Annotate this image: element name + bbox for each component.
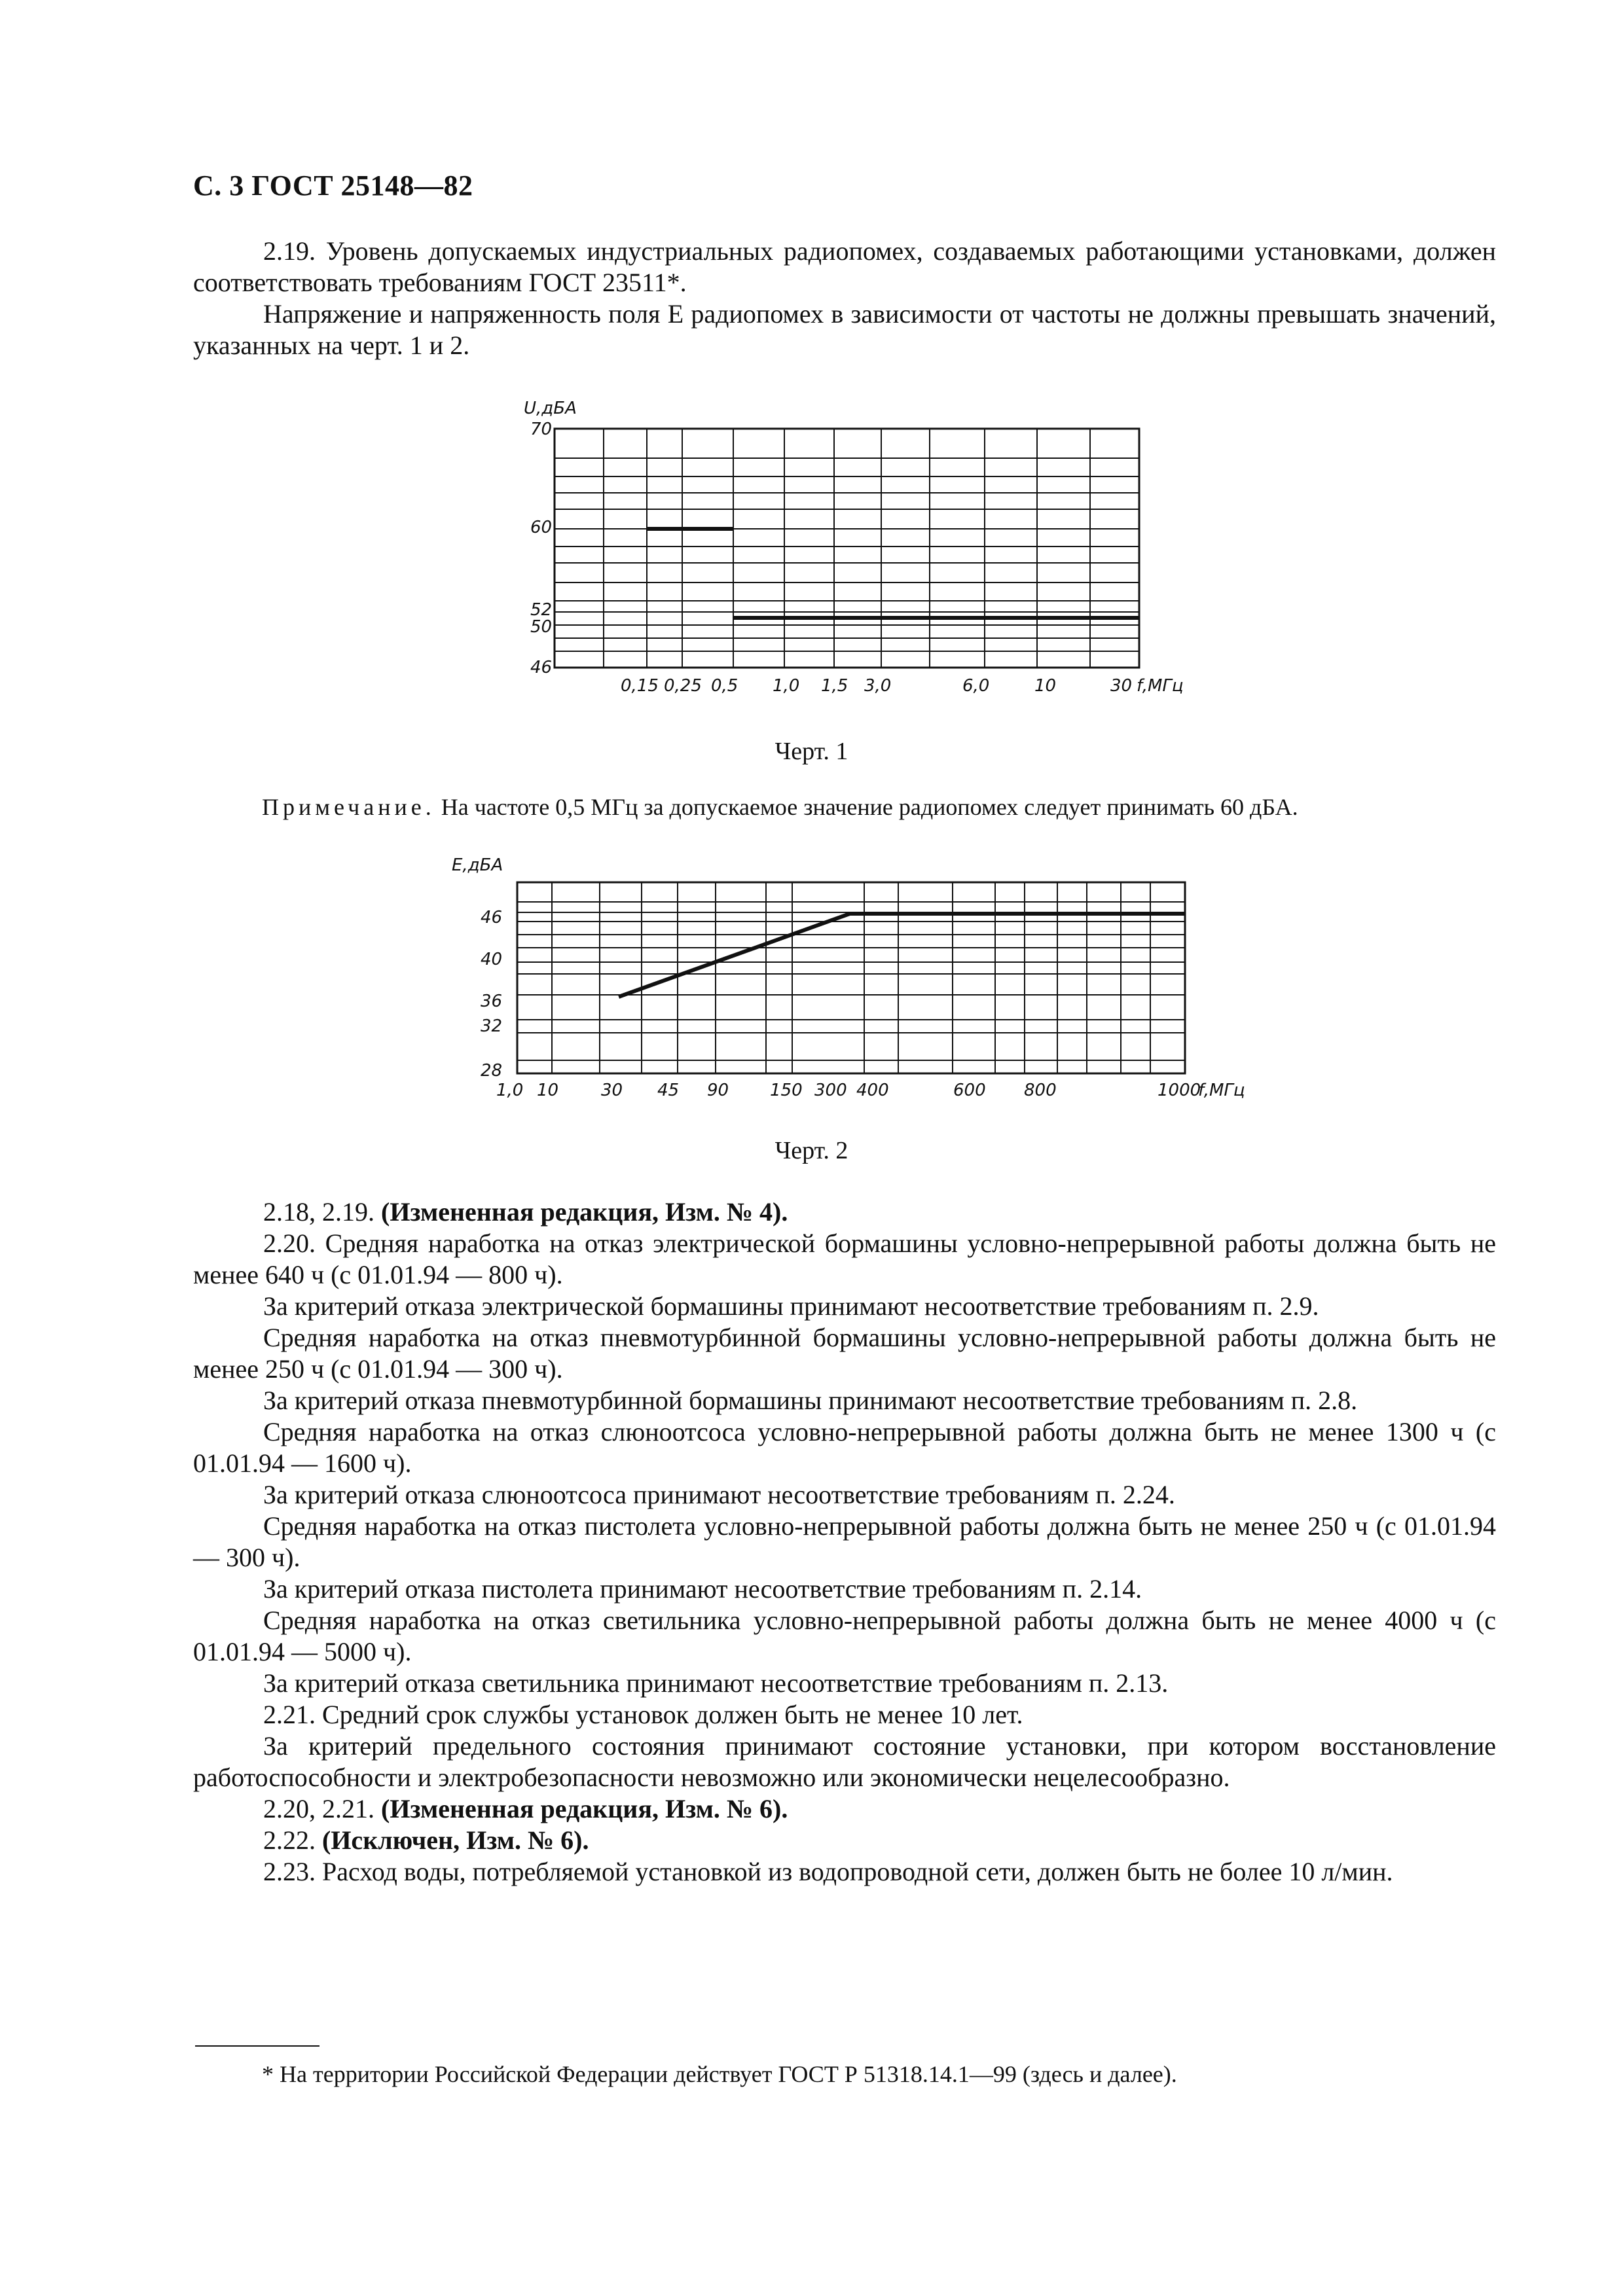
amendment-note: (Измененная редакция, Изм. № 6). [381, 1794, 788, 1823]
chart-2-xtick: 800 [1024, 1081, 1057, 1100]
paragraph: Средняя наработка на отказ пистолета условно-непрерывной работы должна быть не менее 250 ч (с 01.01.94 — 300 ч). [193, 1511, 1496, 1572]
paragraph: За критерий отказа пневмотурбинной бормашины принимают несоответствие требованиям п. 2.8. [263, 1386, 1358, 1415]
page-header: С. 3 ГОСТ 25148—82 [193, 170, 473, 202]
body-text [193, 1196, 1496, 1888]
chart-1-xtick: 0,5 [711, 676, 739, 696]
chart-1-caption: Черт. 1 [775, 738, 848, 765]
chart-2-frame [517, 882, 1185, 1073]
chart-1-xtick: 6,0 [962, 676, 990, 696]
chart-2-ytick-40: 40 [481, 950, 503, 969]
paragraph: За критерий отказа электрической бормашины принимают несоответствие требованиям п. 2.9. [263, 1291, 1319, 1321]
chart-1-note [262, 793, 1298, 821]
amendment-2-20 [193, 1793, 1496, 1825]
chart-2-xtick: 1000 [1158, 1081, 1201, 1100]
chart-1-ytick-50: 50 [530, 617, 553, 637]
chart-2-series-1 [619, 914, 1185, 997]
chart-2-xtick: 150 [770, 1081, 803, 1100]
chart-2-ytick-46: 46 [481, 908, 503, 927]
chart-2-xtick: 90 [707, 1081, 729, 1100]
chart-1-frame [555, 429, 1139, 668]
chart-1-xtick: 10 [1034, 676, 1057, 696]
chart-1-ytick-60: 60 [530, 518, 553, 537]
chart-2-ylabel: E,дБА [452, 855, 503, 875]
chart-2-xtick: 400 [856, 1081, 889, 1100]
chart-1-y-ticks [530, 420, 552, 677]
footnote: * На территории Российской Федерации действует ГОСТ Р 51318.14.1—99 (здесь и далее). [262, 2061, 1177, 2087]
amendment-note: (Измененная редакция, Изм. № 4). [381, 1197, 788, 1227]
amendment-2-22 [193, 1825, 1496, 1856]
chart-1-xtick: 0,25 [664, 676, 702, 696]
chart-2 [452, 851, 1277, 1113]
amendment-2-18 [193, 1196, 1496, 1228]
chart-2-xtick: 1,0 [496, 1081, 524, 1100]
chart-2-grid [517, 882, 1185, 1073]
chart-1-xtick: 1,0 [773, 676, 800, 696]
paragraph: За критерий предельного состояния принимают состояние установки, при котором восстановление работоспособности и электробезопасности невозможно или экономически нецелесообразно. [193, 1731, 1496, 1792]
chart-2-xlabel: f,МГц [1198, 1081, 1245, 1100]
paragraph: За критерий отказа пистолета принимают несоответствие требованиям п. 2.14. [263, 1574, 1142, 1604]
chart-1-xtick: 30 [1110, 676, 1133, 696]
paragraph-2-20: 2.20. Средняя наработка на отказ электрической бормашины условно-непрерывной работы должна быть не менее 640 ч (с 01.01.94 — 800 ч). [193, 1229, 1496, 1289]
chart-1-ytick-46: 46 [530, 658, 553, 677]
amendment-number: 2.18, 2.19. [263, 1197, 381, 1227]
paragraph: За критерий отказа слюноотсоса принимают несоответствие требованиям п. 2.24. [263, 1480, 1175, 1509]
amendment-number: 2.20, 2.21. [263, 1794, 381, 1823]
paragraph: Средняя наработка на отказ слюноотсоса условно-непрерывной работы должна быть не менее 1300 ч (с 01.01.94 — 1600 ч). [193, 1417, 1496, 1478]
chart-1-xlabel: f,МГц [1137, 676, 1184, 696]
chart-1-lines [647, 529, 1139, 618]
chart-2-ytick-28: 28 [481, 1061, 503, 1081]
chart-1-xtick: 3,0 [864, 676, 892, 696]
intro-text [193, 236, 1496, 361]
chart-2-xtick: 10 [537, 1081, 559, 1100]
intro-paragraph-2-19: 2.19. Уровень допускаемых индустриальных радиопомех, создаваемых работающими установками, должен соответствовать требованиям ГОСТ 23511*. [193, 236, 1496, 297]
chart-2-xtick: 600 [953, 1081, 986, 1100]
note-label: Примечание. [262, 794, 435, 820]
chart-1-xtick: 0,15 [621, 676, 659, 696]
intro-paragraph-voltage: Напряжение и напряженность поля E радиопомех в зависимости от частоты не должны превышать значений, указанных на черт. 1 и 2. [193, 299, 1496, 360]
note-text: На частоте 0,5 МГц за допускаемое значение радиопомех следует принимать 60 дБА. [435, 794, 1298, 820]
chart-1 [511, 399, 1205, 707]
chart-1-x-ticks [621, 676, 1132, 696]
chart-2-lines [619, 914, 1185, 997]
paragraph: За критерий отказа светильника принимают несоответствие требованиям п. 2.13. [263, 1668, 1169, 1698]
footnote-rule [195, 2045, 319, 2047]
paragraph-2-21: 2.21. Средний срок службы установок должен быть не менее 10 лет. [263, 1700, 1023, 1729]
chart-2-xtick: 30 [601, 1081, 623, 1100]
paragraph-2-23: 2.23. Расход воды, потребляемой установкой из водопроводной сети, должен быть не более 10 л/мин. [263, 1857, 1393, 1886]
chart-2-caption: Черт. 2 [775, 1137, 848, 1164]
chart-1-ytick-70: 70 [530, 420, 553, 439]
paragraph: Средняя наработка на отказ пневмотурбинной бормашины условно-непрерывной работы должна быть не менее 250 ч (с 01.01.94 — 300 ч). [193, 1323, 1496, 1384]
chart-1-grid [555, 429, 1139, 668]
paragraph: Средняя наработка на отказ светильника условно-непрерывной работы должна быть не менее 4000 ч (с 01.01.94 — 5000 ч). [193, 1605, 1496, 1666]
chart-2-xtick: 300 [814, 1081, 847, 1100]
chart-2-ytick-36: 36 [481, 992, 503, 1011]
amendment-note: (Исключен, Изм. № 6). [322, 1825, 589, 1855]
chart-2-xtick: 45 [657, 1081, 680, 1100]
chart-1-ytick-52: 52 [530, 600, 553, 620]
amendment-number: 2.22. [263, 1825, 322, 1855]
chart-2-y-ticks [481, 908, 502, 1081]
chart-2-x-ticks [496, 1081, 1201, 1100]
chart-2-ytick-32: 32 [481, 1016, 503, 1036]
chart-1-xtick: 1,5 [821, 676, 848, 696]
chart-1-ylabel: U,дБА [524, 399, 577, 418]
